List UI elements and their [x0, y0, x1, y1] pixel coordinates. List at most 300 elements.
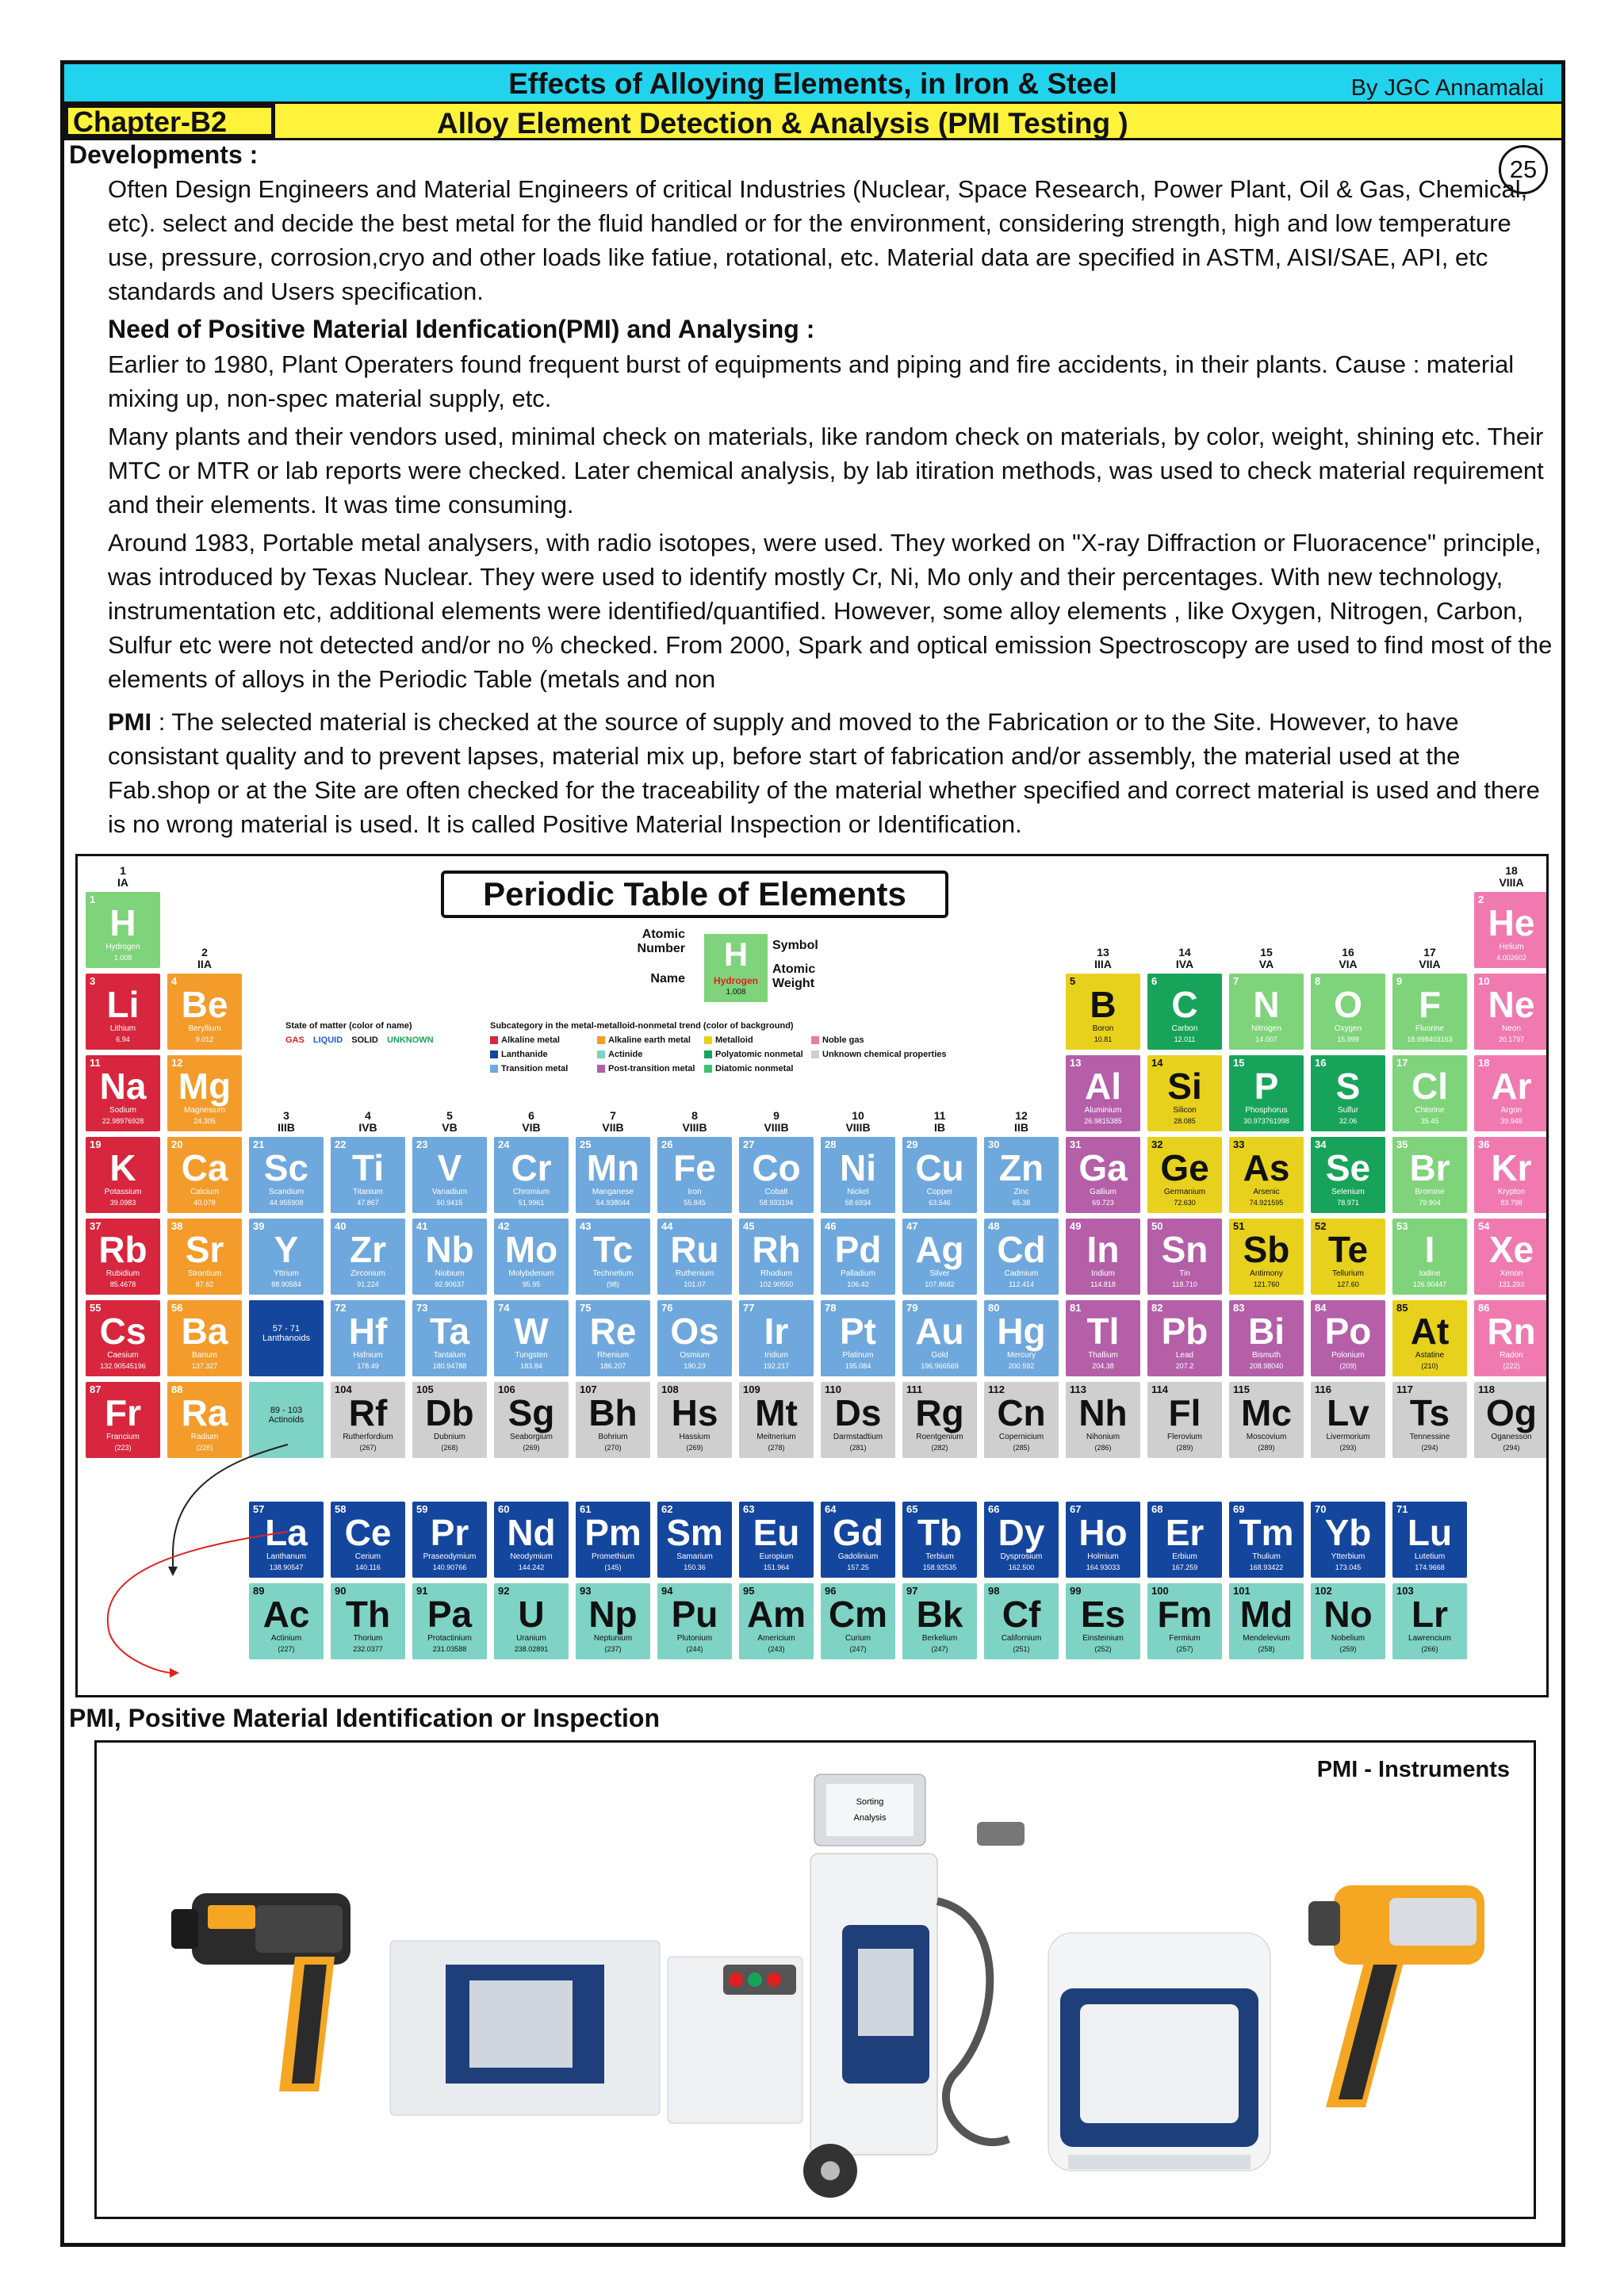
element-sym: Np [588, 1594, 638, 1635]
element-wt: 174.9668 [1415, 1563, 1445, 1571]
element-sym: Db [425, 1392, 474, 1433]
element-nm: Gadolinium [837, 1552, 879, 1561]
element-wt: 168.93422 [1249, 1563, 1284, 1571]
element-num: 106 [498, 1383, 515, 1395]
element-nm: Tantalum [433, 1351, 466, 1360]
element-f [1392, 974, 1467, 1050]
group-header: 16 VIA [1339, 946, 1358, 970]
element-nm: Rhenium [596, 1351, 630, 1360]
element-wt: 232.0377 [353, 1645, 383, 1653]
element-np [576, 1583, 650, 1659]
element-nm: Radon [1500, 1351, 1523, 1360]
element-gd [821, 1502, 895, 1578]
element-sym: Pa [427, 1594, 473, 1635]
element-au [902, 1300, 977, 1376]
element-wt: 140.90766 [432, 1563, 467, 1571]
element-wt: (251) [1013, 1645, 1030, 1653]
element-es [1066, 1583, 1140, 1659]
element-num: 47 [906, 1220, 918, 1232]
element-num: 114 [1151, 1383, 1168, 1395]
element-sym: Mc [1241, 1392, 1292, 1433]
element-nh [1066, 1382, 1140, 1458]
element-nm: Sulfur [1337, 1106, 1359, 1115]
group-header: 14 IVA [1175, 946, 1194, 970]
element-sym: H [109, 902, 136, 943]
benchtop-spectrometer-icon [390, 1941, 802, 2123]
element-num: 26 [661, 1138, 673, 1150]
element-nm: Actinium [270, 1634, 302, 1643]
actinide-arrowhead [170, 1668, 179, 1678]
element-wt: 39.0983 [109, 1199, 136, 1207]
element-sym: Li [106, 984, 140, 1025]
page-subtitle: Alloy Element Detection & Analysis (PMI Testing ) [437, 107, 1128, 140]
element-wt: 12.011 [1174, 1035, 1196, 1043]
element-nm: Mercury [1006, 1351, 1036, 1360]
element-num: 99 [1070, 1585, 1082, 1597]
element-num: 68 [1151, 1503, 1163, 1515]
element-ra [167, 1382, 242, 1458]
subcategory-item [490, 1050, 548, 1059]
element-rn [1474, 1300, 1549, 1376]
element-sb [1229, 1219, 1304, 1295]
element-nm: Hydrogen [105, 943, 140, 951]
element-n [1229, 974, 1304, 1050]
element-wt: 51.9961 [518, 1199, 545, 1207]
element-kr [1474, 1137, 1549, 1213]
element-wt: 26.9815385 [1084, 1117, 1122, 1125]
element-wt: (289) [1176, 1444, 1193, 1452]
element-wt: 92.90637 [435, 1280, 465, 1288]
element-wt: 24.305 [193, 1117, 216, 1125]
element-th [331, 1583, 405, 1659]
element-sym: Ds [834, 1392, 882, 1433]
element-num: 10 [1478, 975, 1490, 987]
subcategory-label: Diatomic nonmetal [715, 1064, 794, 1073]
key-sample-symbol: H [723, 936, 749, 973]
element-mn [576, 1137, 650, 1213]
element-wt: (222) [1503, 1362, 1520, 1370]
element-pt [821, 1300, 895, 1376]
element-wt: 28.085 [1174, 1117, 1196, 1125]
element-nm: Lead [1175, 1351, 1194, 1360]
element-sym: Md [1239, 1594, 1293, 1635]
element-nm: Flerovium [1167, 1433, 1202, 1441]
subcategory-label: Actinide [608, 1050, 643, 1059]
element-nm: Lanthanum [266, 1552, 307, 1561]
element-sym: Rg [915, 1392, 964, 1433]
element-wt: 18.998403163 [1407, 1035, 1453, 1043]
element-co [739, 1137, 814, 1213]
element-po [1311, 1300, 1385, 1376]
element-wt: 6.94 [116, 1035, 130, 1043]
element-nm: Chromium [512, 1188, 550, 1196]
element-sym: As [1243, 1147, 1290, 1188]
element-sym: N [1253, 984, 1280, 1025]
element-mo [494, 1219, 569, 1295]
element-nm: Rutherfordium [343, 1433, 393, 1441]
element-num: 105 [416, 1383, 434, 1395]
subcategory-item [704, 1035, 753, 1045]
element-wt: (209) [1339, 1362, 1357, 1370]
element-nm: Xenon [1500, 1269, 1523, 1278]
element-num: 9 [1396, 975, 1403, 987]
element-os [657, 1300, 732, 1376]
subcategory-swatch [490, 1050, 498, 1058]
pmi-section-heading: PMI, Positive Material Identification or Inspection [69, 1704, 661, 1732]
element-ds [821, 1382, 895, 1458]
element-num: 89 [253, 1585, 265, 1597]
element-wt: 14.007 [1255, 1035, 1277, 1043]
element-sym: Fr [105, 1392, 141, 1433]
element-num: 98 [988, 1585, 1000, 1597]
element-num: 74 [498, 1302, 510, 1314]
element-nm: Aluminium [1084, 1106, 1122, 1115]
element-nm: Hassium [679, 1433, 710, 1441]
paragraph-history: Earlier to 1980, Plant Operaters found frequent burst of equipments and piping and fire accidents, in their plants. Cause : material mixing up, non-spec material supply, etc. [108, 350, 1515, 412]
element-num: 19 [90, 1138, 102, 1150]
subcategory-item [704, 1050, 803, 1059]
element-num: 87 [90, 1383, 102, 1395]
element-sym: P [1254, 1066, 1279, 1107]
element-num: 17 [1396, 1057, 1408, 1069]
element-sym: Y [274, 1229, 299, 1270]
element-sym: Pm [584, 1512, 642, 1553]
element-ar [1474, 1055, 1549, 1131]
element-sc [249, 1137, 324, 1213]
element-y [249, 1219, 324, 1295]
element-sym: Re [589, 1311, 637, 1352]
element-wt: (145) [604, 1563, 622, 1571]
element-num: 94 [661, 1585, 673, 1597]
chapter-label: Chapter-B2 [64, 104, 275, 138]
element-fe [657, 1137, 732, 1213]
element-tb [902, 1502, 977, 1578]
subcategory-label: Lanthanide [501, 1050, 548, 1059]
group-header: 10 VIIIB [845, 1109, 871, 1134]
element-num: 80 [988, 1302, 1000, 1314]
element-nm: Uranium [516, 1634, 546, 1643]
element-wt: 195.084 [845, 1362, 871, 1370]
element-num: 75 [580, 1302, 592, 1314]
element-nm: Manganese [592, 1188, 634, 1196]
element-nm: Indium [1090, 1269, 1115, 1278]
element-wt: (270) [604, 1444, 622, 1452]
element-wt: (266) [1421, 1645, 1438, 1653]
element-sym: Tb [917, 1512, 963, 1553]
element-sym: He [1488, 902, 1535, 943]
element-wt: 118.710 [1172, 1280, 1197, 1288]
subcategory-label: Transition metal [501, 1064, 569, 1073]
element-nm: Gallium [1090, 1188, 1116, 1196]
element-wt: 4.002602 [1496, 954, 1526, 962]
key-sample-weight: 1.008 [726, 988, 746, 997]
element-hf [331, 1300, 405, 1376]
element-wt: 47.867 [357, 1199, 379, 1207]
element-sym: Cl [1411, 1066, 1448, 1107]
element-nm: Technetium [592, 1269, 634, 1278]
element-wt: 83.798 [1500, 1199, 1522, 1207]
element-sym: Nh [1078, 1392, 1128, 1433]
element-wt: 137.327 [191, 1362, 218, 1370]
element-num: 5 [1070, 975, 1076, 987]
subcategory-swatch [490, 1036, 498, 1044]
element-nm: Germanium [1163, 1188, 1206, 1196]
element-num: 44 [661, 1220, 673, 1232]
element-nm: Darmstadtium [833, 1433, 883, 1441]
element-wt: (268) [441, 1444, 458, 1452]
element-sym: Og [1486, 1392, 1537, 1433]
element-sym: Ce [344, 1512, 392, 1553]
element-wt: 140.116 [355, 1563, 381, 1571]
element-nm: Helium [1499, 943, 1524, 951]
element-al [1066, 1055, 1140, 1131]
element-mt [739, 1382, 814, 1458]
element-nm: Terbium [925, 1552, 954, 1561]
element-na [86, 1055, 160, 1131]
element-nm: Thulium [1252, 1552, 1281, 1561]
element-nm: Californium [1001, 1634, 1042, 1643]
element-num: 12 [171, 1057, 183, 1069]
key-sample-cell [704, 934, 768, 1002]
element-num: 41 [416, 1220, 428, 1232]
element-wt: (293) [1339, 1444, 1357, 1452]
element-wt: 158.92535 [922, 1563, 957, 1571]
subcategory-label: Polyatomic nonmetal [715, 1050, 803, 1059]
element-sym: Ta [429, 1311, 470, 1352]
element-sym: Xe [1488, 1229, 1534, 1270]
element-nm: Neon [1502, 1024, 1521, 1033]
element-nm: Molybdenum [508, 1269, 554, 1278]
element-fr [86, 1382, 160, 1458]
element-lr [1392, 1583, 1467, 1659]
element-db [412, 1382, 487, 1458]
element-nm: Boron [1092, 1024, 1114, 1033]
element-sym: Cm [828, 1594, 888, 1635]
element-wt: 167.259 [1171, 1563, 1198, 1571]
element-wt: 69.723 [1092, 1199, 1114, 1207]
element-nm: Ruthenium [675, 1269, 714, 1278]
element-nm: Beryllium [188, 1024, 221, 1033]
element-sym: Cf [1002, 1594, 1041, 1635]
element-nm: Antimony [1250, 1269, 1283, 1278]
element-ba [167, 1300, 242, 1376]
element-nm: Argon [1500, 1106, 1522, 1115]
element-zr [331, 1219, 405, 1295]
element-wt: (286) [1094, 1444, 1112, 1452]
element-sym: Er [1165, 1512, 1205, 1553]
element-nm: Plutonium [676, 1634, 713, 1643]
element-as [1229, 1137, 1304, 1213]
element-sym: Te [1327, 1229, 1369, 1270]
element-wt: 91.224 [357, 1280, 379, 1288]
element-wt: 186.207 [599, 1362, 626, 1370]
element-wt: 44.955908 [269, 1199, 304, 1207]
element-nm: Holmium [1087, 1552, 1119, 1561]
element-nm: Titanium [353, 1188, 383, 1196]
element-bi [1229, 1300, 1304, 1376]
element-sym: Cn [997, 1392, 1046, 1433]
element-wt: 151.964 [763, 1563, 790, 1571]
element-sym: I [1424, 1229, 1435, 1270]
element-num: 56 [171, 1302, 183, 1314]
element-fl [1147, 1382, 1222, 1458]
element-sym: Gd [833, 1512, 883, 1553]
element-nm: Lithium [109, 1024, 136, 1033]
element-num: 55 [90, 1302, 102, 1314]
key-weight-label: Atomic Weight [772, 962, 816, 990]
element-sym: Rb [98, 1229, 147, 1270]
element-nm: Caesium [107, 1351, 139, 1360]
element-wt: (294) [1421, 1444, 1438, 1452]
element-num: 82 [1151, 1302, 1163, 1314]
element-k [86, 1137, 160, 1213]
element-num: 57 [253, 1503, 265, 1515]
handheld-analyzer-left-icon [171, 1893, 350, 2091]
element-am [739, 1583, 814, 1659]
element-sym: Zr [350, 1229, 386, 1270]
state-legend-items [285, 1035, 434, 1045]
element-num: 2 [1478, 894, 1484, 905]
element-wt: 204.38 [1092, 1362, 1114, 1370]
group-header: 12 IIB [1014, 1109, 1028, 1134]
subcategory-item [597, 1035, 691, 1045]
element-wt: (210) [1421, 1362, 1438, 1370]
element-ge [1147, 1137, 1222, 1213]
element-num: 97 [906, 1585, 918, 1597]
paragraph-analysers: Around 1983, Portable metal analysers, with radio isotopes, were used. They worked on "X-ray Diffraction or Fluoracence" principle, was introduced by Texas Nuclear. They were used to identify mostly Cr, Ni, Mo only and their percentages. With new technology, instrumentation etc, additional elements were identified/quantified. However, some alloy elements , like Oxygen, Nitrogen, Carbon, Sulfur etc were not detected and/or no % checked. From 2000, Spark and optical emission Spectroscopy are used to find most of the elements of alloys in the Periodic Table (metals and non [108, 529, 1553, 692]
element-nm: Potassium [104, 1188, 142, 1196]
element-num: 31 [1070, 1138, 1082, 1150]
element-be [167, 974, 242, 1050]
element-dy [984, 1502, 1059, 1578]
subcategory-swatch [704, 1036, 712, 1044]
element-sym: Hf [348, 1311, 388, 1352]
element-num: 54 [1478, 1220, 1490, 1232]
element-cu [902, 1137, 977, 1213]
group-header: 15 VA [1258, 946, 1274, 970]
subcategory-legend-items [490, 1035, 947, 1083]
element-nm: Iodine [1419, 1269, 1441, 1278]
element-nm: Seaborgium [510, 1433, 553, 1441]
element-wt: (281) [849, 1444, 867, 1452]
element-sym: Pr [430, 1512, 469, 1553]
element-num: 15 [1233, 1057, 1245, 1069]
subcategory-label: Alkaline earth metal [608, 1035, 691, 1045]
element-num: 79 [906, 1302, 918, 1314]
paragraph-intro: Often Design Engineers and Material Engineers of critical Industries (Nuclear, Space Research, Power Plant, Oil & Gas, Chemical, etc). select and decide the best metal for the fluid handled or for the environment, considering strength, high and low temperature use, pressure, corrosion,cryo and other loads like fatiue, rotational, etc. Material data are specified in ASTM, AISI/SAE, API, etc standards and Users specification. [108, 175, 1528, 305]
group-header: 8 VIIIB [682, 1109, 707, 1134]
element-ca [167, 1137, 242, 1213]
group-header: 2 IIA [197, 946, 212, 970]
element-nm: Mendelevium [1243, 1634, 1290, 1643]
actinide-ref-label: 89 - 103 Actinoids [268, 1406, 304, 1425]
element-nm: Zirconium [350, 1269, 385, 1278]
element-num: 104 [335, 1383, 352, 1395]
element-wt: 106.42 [847, 1280, 869, 1288]
element-num: 62 [661, 1503, 673, 1515]
element-nm: Praseodymium [423, 1552, 477, 1561]
subcategory-swatch [811, 1050, 819, 1058]
element-sym: Bi [1248, 1311, 1285, 1352]
element-nm: Protactinium [427, 1634, 472, 1643]
element-sym: Po [1324, 1311, 1372, 1352]
element-nm: Sodium [109, 1106, 136, 1115]
xrf-benchtop-analyzer-icon [1048, 1933, 1270, 2171]
element-num: 32 [1151, 1138, 1163, 1150]
element-re [576, 1300, 650, 1376]
element-h [86, 892, 160, 968]
element-sym: Ac [262, 1594, 310, 1635]
element-num: 95 [743, 1585, 755, 1597]
element-rh [739, 1219, 814, 1295]
element-nm: Americium [757, 1634, 795, 1643]
element-nm: Europium [759, 1552, 794, 1561]
element-cd [984, 1219, 1059, 1295]
element-sym: La [265, 1512, 308, 1553]
subtitle-bar [64, 104, 1561, 140]
element-ts [1392, 1382, 1467, 1458]
element-nm: Bohrium [598, 1433, 628, 1441]
subcategory-swatch [811, 1036, 819, 1044]
element-sym: Ts [1409, 1392, 1450, 1433]
element-wt: (226) [196, 1444, 213, 1452]
element-nm: Promethium [592, 1552, 634, 1561]
element-nm: Silver [929, 1269, 950, 1278]
title-bar [64, 64, 1561, 104]
element-pr [412, 1502, 487, 1578]
element-nm: Selenium [1331, 1188, 1365, 1196]
element-pm [576, 1502, 650, 1578]
subcategory-item [704, 1064, 793, 1073]
element-nm: Copernicium [998, 1433, 1044, 1441]
element-ga [1066, 1137, 1140, 1213]
element-num: 115 [1233, 1383, 1250, 1395]
element-wt: 157.25 [847, 1563, 869, 1571]
element-sym: Mo [504, 1229, 558, 1270]
element-cl [1392, 1055, 1467, 1131]
instruments-label: PMI - Instruments [1316, 1757, 1510, 1782]
element-nm: Astatine [1415, 1351, 1445, 1360]
element-sym: Br [1409, 1147, 1450, 1188]
key-sample-name: Hydrogen [713, 975, 758, 986]
element-num: 36 [1478, 1138, 1490, 1150]
element-wt: 101.07 [684, 1280, 706, 1288]
element-wt: 107.8682 [925, 1280, 955, 1288]
element-wt: 55.845 [684, 1199, 706, 1207]
element-sym: Kr [1491, 1147, 1532, 1188]
element-nm: Lutetium [1414, 1552, 1446, 1561]
element-sym: Am [746, 1594, 806, 1635]
element-num: 63 [743, 1503, 755, 1515]
element-nm: Zinc [1013, 1188, 1029, 1196]
element-num: 64 [825, 1503, 837, 1515]
lanthanide-ref-label: 57 - 71 Lanthanoids [262, 1324, 310, 1343]
element-br [1392, 1137, 1467, 1213]
element-nm: Barium [192, 1351, 217, 1360]
element-v [412, 1137, 487, 1213]
element-cs [86, 1300, 160, 1376]
element-wt: 231.03588 [432, 1645, 467, 1653]
lanthanide-ref-cell [249, 1300, 324, 1376]
element-num: 38 [171, 1220, 183, 1232]
element-nm: Cerium [354, 1552, 381, 1561]
element-nm: Tennessine [1409, 1433, 1450, 1441]
element-sym: Cr [511, 1147, 552, 1188]
element-sym: Au [915, 1311, 964, 1352]
element-nm: Magnesium [184, 1106, 225, 1115]
element-wt: (258) [1258, 1645, 1275, 1653]
pmi-instruments-figure [94, 1740, 1536, 2219]
